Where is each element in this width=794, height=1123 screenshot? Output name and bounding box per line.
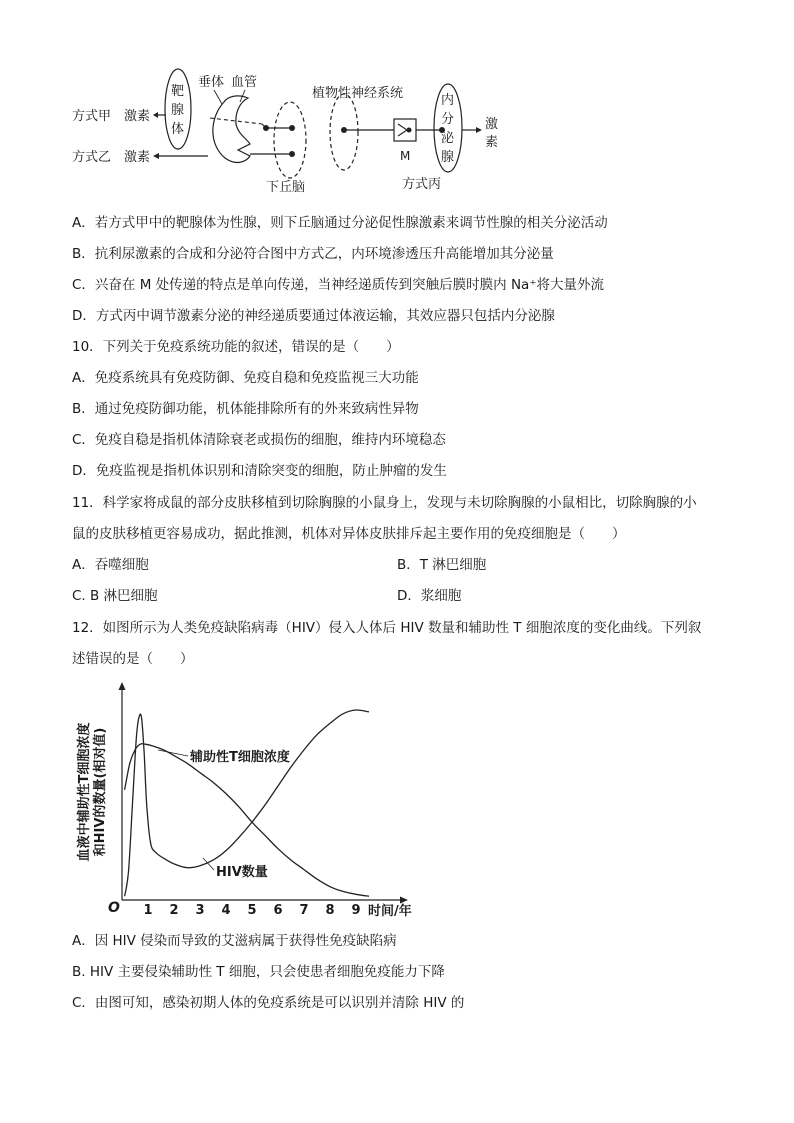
q9-option-c: C．兴奋在 M 处传递的特点是单向传递，当神经递质传到突触后膜时膜内 Na⁺将大量外流 [72,277,604,293]
y-axis-label [76,723,108,862]
hormone-regulation-diagram [60,62,520,202]
endocrine-char-3: 泌 [441,131,455,146]
x-axis-label: 时间/年 [368,904,412,919]
q10-option-a: A．免疫系统具有免疫防御、免疫自稳和免疫监视三大功能 [72,370,419,386]
hormone-a-label: 激素 [124,109,151,124]
q9-option-a: A．若方式甲中的靶腺体为性腺，则下丘脑通过分泌促性腺激素来调节性腺的相关分泌活动 [72,215,608,231]
hiv-chart [60,672,440,932]
autonomic-label: 植物性神经系统 [312,86,404,101]
q10-stem: 10．下列关于免疫系统功能的叙述，错误的是（ ） [72,339,400,355]
neuron-b-dot [289,151,295,157]
synapse-m-box [394,119,416,141]
arrow-c-head [476,127,482,133]
method-c-label: 方式丙 [402,177,442,192]
hiv-series-label: HIV数量 [216,865,268,880]
q12-stem-line1: 12．如图所示为人类免疫缺陷病毒（HIV）侵入人体后 HIV 数量和辅助性 T 细胞浓度的变化曲线。下列叙 [72,620,702,636]
endocrine-char-2: 分 [441,112,455,127]
synapse-m-mark [398,124,407,136]
x-tick-label: 9 [351,903,361,918]
hypothalamus-label: 下丘脑 [266,180,306,195]
t-cell-series-label: 辅助性T细胞浓度 [190,750,290,765]
hypothalamus-ellipse [274,102,306,178]
blood-vessel-label: 血管 [231,75,258,90]
q11-option-d: D．浆细胞 [397,588,462,604]
x-tick-label: 8 [325,903,335,918]
m-label: M [400,149,411,163]
neuron-a-dot-left [263,125,269,131]
y-axis-arrow [119,682,126,690]
hormone-b-label: 激素 [124,150,151,165]
q9-option-b: B．抗利尿激素的合成和分泌符合图中方式乙，内环境渗透压升高能增加其分泌量 [72,246,554,262]
q11-option-c: C. B 淋巴细胞 [72,588,158,604]
q12-option-b: B. HIV 主要侵染辅助性 T 细胞，只会使患者细胞免疫能力下降 [72,964,445,980]
hormone-c-char-1: 激 [485,117,499,132]
synapse-m-dot [407,128,412,133]
q10-option-b: B．通过免疫防御功能，机体能排除所有的外来致病性异物 [72,401,419,417]
q11-stem-line2: 鼠的皮肤移植更容易成功，据此推测，机体对异体皮肤排斥起主要作用的免疫细胞是（ ） [72,526,626,542]
x-axis-arrow [400,897,408,904]
q12-option-c: C．由图可知，感染初期人体的免疫系统是可以识别并清除 HIV 的 [72,995,465,1011]
x-tick-label: 4 [221,903,231,918]
target-gland-char-1: 靶 [171,84,185,99]
endocrine-char-1: 内 [441,93,455,108]
q9-option-d: D．方式丙中调节激素分泌的神经递质要通过体液运输，其效应器只包括内分泌腺 [72,308,555,324]
method-a-label: 方式甲 [72,109,112,124]
x-tick-label: 6 [273,903,283,918]
q11-stem-line1: 11．科学家将成鼠的部分皮肤移植到切除胸腺的小鼠身上，发现与未切除胸腺的小鼠相比，切除胸腺的小 [72,495,697,511]
pituitary-pointer [214,90,222,104]
x-tick-label: 1 [143,903,153,918]
y-axis-label-line1: 血液中辅助性T细胞浓度 [77,722,92,862]
q12-option-a: A．因 HIV 侵染而导致的艾滋病属于获得性免疫缺陷病 [72,933,397,949]
arrow-a-head [153,112,158,118]
q10-option-c: C．免疫自稳是指机体清除衰老或损伤的细胞，维持内环境稳态 [72,432,446,448]
pituitary-label: 垂体 [198,75,225,90]
hormone-c-char-2: 素 [485,135,499,150]
x-tick-label: 5 [247,903,257,918]
x-tick-label: 7 [299,903,309,918]
y-axis-label-line2: 和HIV的数量(相对值) [93,727,108,857]
x-tick-label: 3 [195,903,205,918]
endocrine-char-4: 腺 [441,150,455,165]
neuron-a-dot-right [289,125,295,131]
pituitary-shape [213,96,250,163]
origin-label: O [108,900,120,916]
q12-stem-line2: 述错误的是（ ） [72,651,194,667]
q11-option-a: A．吞噬细胞 [72,557,149,573]
method-b-label: 方式乙 [72,150,112,165]
x-tick-label: 2 [169,903,179,918]
q10-option-d: D．免疫监视是指机体识别和清除突变的细胞，防止肿瘤的发生 [72,463,447,479]
target-gland-char-3: 体 [171,122,185,137]
target-gland-char-2: 腺 [171,103,185,118]
q11-option-b: B．T 淋巴细胞 [397,557,487,573]
arrow-b-head [153,153,159,159]
